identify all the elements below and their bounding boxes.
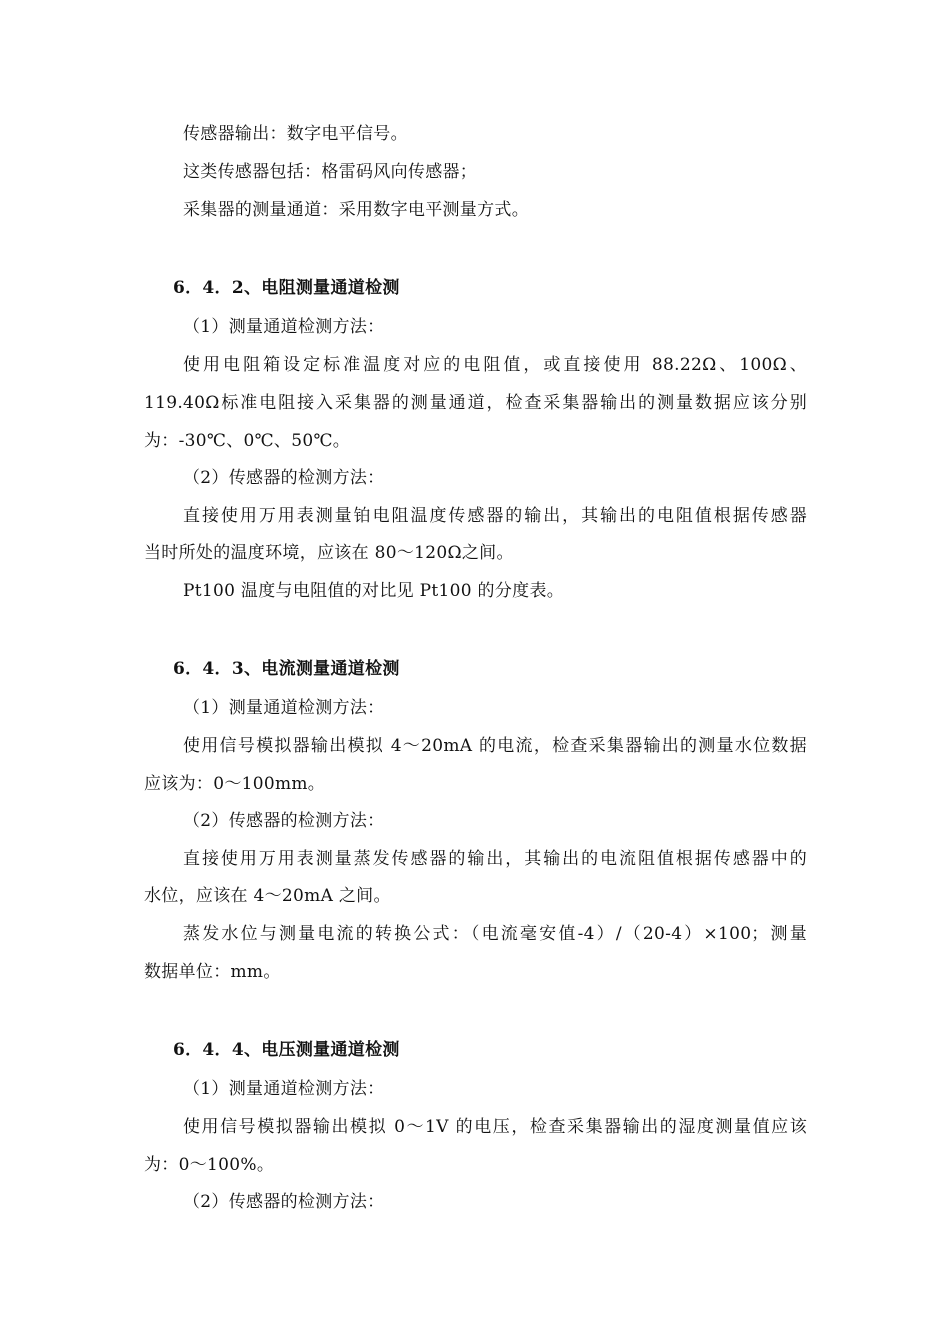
sub-heading-643-channel: （1）测量通道检测方法： [183,698,385,718]
section-heading-643: 6．4．3、电流测量通道检测 [173,659,400,679]
paragraph-643-formula-line-2: 数据单位：mm。 [144,962,281,982]
paragraph-644-line-1: 使用信号模拟器输出模拟 0～1V 的电压，检查采集器输出的湿度测量值应该 [183,1117,807,1137]
paragraph-642-line-2: 119.40Ω标准电阻接入采集器的测量通道，检查采集器输出的测量数据应该分别 [144,393,807,413]
paragraph-642-sensor-line-2: 当时所处的温度环境，应该在 80～120Ω之间。 [144,543,514,563]
paragraph-642-pt100: Pt100 温度与电阻值的对比见 Pt100 的分度表。 [183,581,565,601]
sub-heading-643-sensor: （2）传感器的检测方法： [183,811,385,831]
section-heading-644: 6．4．4、电压测量通道检测 [173,1040,400,1060]
paragraph-642-line-1: 使用电阻箱设定标准温度对应的电阻值，或直接使用 88.22Ω、100Ω、 [183,355,807,375]
sub-heading-644-channel: （1）测量通道检测方法： [183,1079,385,1099]
intro-line-sensor-types: 这类传感器包括：格雷码风向传感器； [183,162,478,182]
paragraph-643-line-1: 使用信号模拟器输出模拟 4～20mA 的电流，检查采集器输出的测量水位数据 [183,736,807,756]
paragraph-643-sensor-line-1: 直接使用万用表测量蒸发传感器的输出，其输出的电流阻值根据传感器中的 [183,849,807,869]
sub-heading-642-channel: （1）测量通道检测方法： [183,317,385,337]
sub-heading-644-sensor: （2）传感器的检测方法： [183,1192,385,1212]
paragraph-642-line-3: 为：-30℃、0℃、50℃。 [144,431,351,451]
paragraph-644-line-2: 为：0～100%。 [144,1155,275,1175]
paragraph-643-line-2: 应该为：0～100mm。 [144,774,326,794]
intro-line-channel-method: 采集器的测量通道：采用数字电平测量方式。 [183,200,529,220]
paragraph-643-formula-line-1: 蒸发水位与测量电流的转换公式：（电流毫安值-4）/（20-4）×100；测量 [183,924,807,944]
section-heading-642: 6．4．2、电阻测量通道检测 [173,278,400,298]
paragraph-643-sensor-line-2: 水位，应该在 4～20mA 之间。 [144,886,391,906]
sub-heading-642-sensor: （2）传感器的检测方法： [183,468,385,488]
paragraph-642-sensor-line-1: 直接使用万用表测量铂电阻温度传感器的输出，其输出的电阻值根据传感器 [183,506,807,526]
intro-line-sensor-output: 传感器输出：数字电平信号。 [183,124,408,144]
